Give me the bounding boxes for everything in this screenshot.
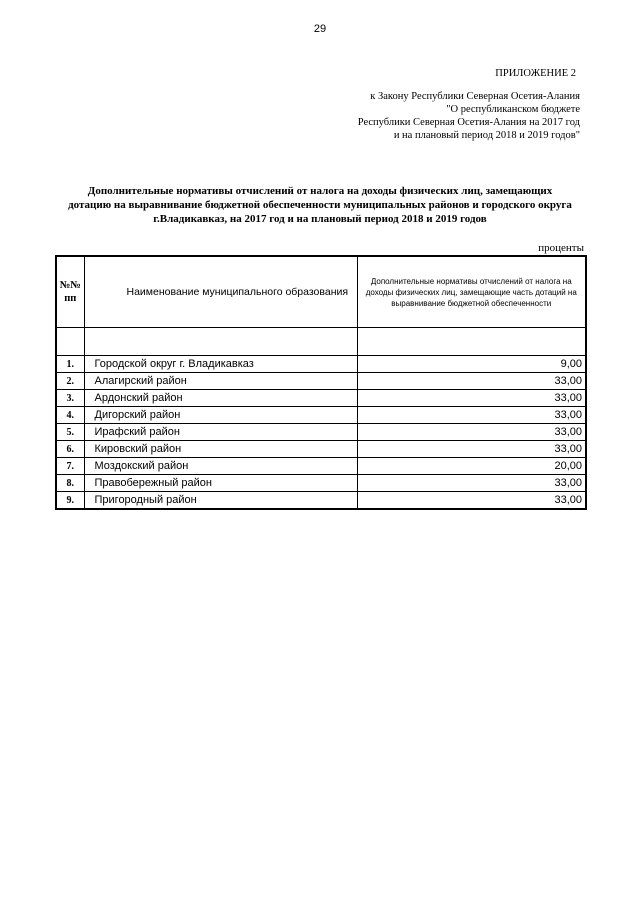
row-number: 4. bbox=[56, 407, 84, 424]
row-value: 33,00 bbox=[357, 492, 586, 510]
header-number: №№ пп bbox=[56, 256, 84, 328]
table-row bbox=[56, 356, 586, 373]
table-header-row bbox=[56, 256, 586, 328]
row-number: 8. bbox=[56, 475, 84, 492]
row-value: 33,00 bbox=[357, 373, 586, 390]
header-name: Наименование муниципального образования bbox=[84, 256, 357, 328]
row-number: 5. bbox=[56, 424, 84, 441]
row-value: 33,00 bbox=[357, 441, 586, 458]
row-value: 33,00 bbox=[357, 407, 586, 424]
row-name: Моздокский район bbox=[84, 458, 357, 475]
appendix-title: ПРИЛОЖЕНИЕ 2 bbox=[495, 68, 576, 79]
table-row bbox=[56, 492, 586, 510]
row-name: Городской округ г. Владикавказ bbox=[84, 356, 357, 373]
page-number: 29 bbox=[313, 23, 327, 35]
table-row bbox=[56, 373, 586, 390]
row-name: Алагирский район bbox=[84, 373, 357, 390]
table-row bbox=[56, 441, 586, 458]
table-row bbox=[56, 424, 586, 441]
row-name: Дигорский район bbox=[84, 407, 357, 424]
document-title bbox=[50, 184, 590, 226]
row-number: 9. bbox=[56, 492, 84, 510]
row-name: Правобережный район bbox=[84, 475, 357, 492]
header-value: Дополнительные нормативы отчислений от налога на доходы физических лиц, замещающие часть дотаций на выравнивание бюджетной обеспеченности bbox=[357, 256, 586, 328]
table-row bbox=[56, 390, 586, 407]
row-name: Кировский район bbox=[84, 441, 357, 458]
row-number: 6. bbox=[56, 441, 84, 458]
table-spacer-row bbox=[56, 328, 586, 356]
appendix-line: Республики Северная Осетия-Алания на 2017 год bbox=[357, 117, 580, 128]
row-value: 33,00 bbox=[357, 424, 586, 441]
appendix-block bbox=[330, 67, 580, 142]
row-value: 20,00 bbox=[357, 458, 586, 475]
appendix-line: к Закону Республики Северная Осетия-Алания bbox=[370, 91, 580, 102]
row-name: Ардонский район bbox=[84, 390, 357, 407]
units-label: проценты bbox=[538, 242, 584, 254]
row-value: 9,00 bbox=[357, 356, 586, 373]
row-name: Пригородный район bbox=[84, 492, 357, 510]
row-number: 1. bbox=[56, 356, 84, 373]
table-row bbox=[56, 407, 586, 424]
normatives-table bbox=[55, 255, 587, 510]
row-number: 7. bbox=[56, 458, 84, 475]
title-line: г.Владикавказ, на 2017 год и на плановый период 2018 и 2019 годов bbox=[153, 213, 487, 225]
title-line: Дополнительные нормативы отчислений от налога на доходы физических лиц, замещающих bbox=[87, 185, 553, 197]
row-name: Ирафский район bbox=[84, 424, 357, 441]
row-number: 2. bbox=[56, 373, 84, 390]
appendix-line: "О республиканском бюджете bbox=[446, 104, 580, 115]
row-value: 33,00 bbox=[357, 475, 586, 492]
row-value: 33,00 bbox=[357, 390, 586, 407]
table-row bbox=[56, 475, 586, 492]
appendix-line: и на плановый период 2018 и 2019 годов" bbox=[393, 130, 580, 141]
table-row bbox=[56, 458, 586, 475]
title-line: дотацию на выравнивание бюджетной обеспеченности муниципальных районов и городского округа bbox=[68, 199, 572, 211]
row-number: 3. bbox=[56, 390, 84, 407]
